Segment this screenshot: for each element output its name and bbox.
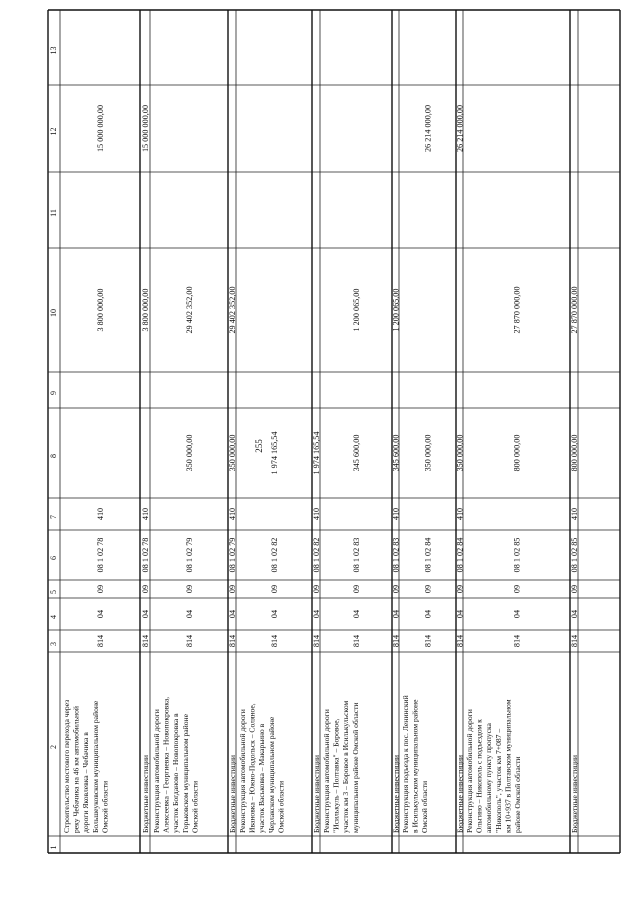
item-description-line: реку Чебачика на 46 км автомобильной: [71, 706, 81, 833]
cell-c5: 09: [141, 584, 150, 594]
item-description-line: Реконструкция подъезда к пос. Ленинский: [401, 695, 410, 833]
cell-c6: 08 1 02 85: [570, 537, 579, 573]
column-number-12: 12: [49, 127, 58, 136]
cell-c5: 09: [570, 584, 579, 594]
item-description-line: участок км 3 – Боровое в Исилькульском: [341, 700, 351, 833]
cell-c7: 410: [455, 507, 465, 521]
cell-c3: 814: [423, 634, 433, 648]
cell-c5: 09: [228, 584, 237, 594]
cell-c5: 09: [352, 584, 361, 594]
item-category-label: Бюджетные инвестиции: [312, 755, 321, 833]
item-category-label: Бюджетные инвестиции: [228, 755, 237, 833]
cell-c12: 15 000 000,00: [141, 104, 150, 153]
column-number-13: 13: [49, 46, 58, 55]
cell-c3: 814: [141, 634, 150, 648]
cell-c10: 1 200 065,00: [391, 288, 401, 332]
item-description-line: Реконструкция автомобильной дороги: [152, 709, 161, 833]
cell-c4: 04: [312, 609, 321, 619]
cell-c10: 27 870 000,00: [570, 286, 579, 334]
page-number: 255: [254, 439, 264, 453]
item-category-label: Бюджетные инвестиции: [141, 755, 150, 833]
cell-c8: 350 000,00: [185, 434, 194, 472]
cell-c5: 09: [312, 584, 321, 594]
cell-c4: 04: [512, 609, 522, 619]
cell-c12: 26 214 000,00: [455, 104, 465, 153]
cell-c6: 08 1 02 83: [352, 537, 361, 573]
cell-c6: 08 1 02 82: [270, 537, 279, 573]
cell-c7: 410: [96, 507, 105, 521]
cell-c7: 410: [391, 507, 401, 521]
column-number-3: 3: [49, 642, 58, 646]
item-description-line: Реконструкция автомобильной дороги: [465, 709, 474, 833]
cell-c8: 350 000,00: [455, 434, 465, 472]
cell-c6: 08 1 02 84: [455, 537, 465, 573]
cell-c3: 814: [570, 634, 579, 648]
cell-c6: 08 1 02 84: [423, 537, 433, 573]
cell-c4: 04: [270, 609, 279, 619]
cell-c12: 26 214 000,00: [423, 104, 433, 153]
cell-c5: 09: [455, 584, 465, 594]
item-description-line: "Никополь", участок км 7+087 –: [493, 728, 503, 833]
cell-c4: 04: [352, 609, 361, 619]
cell-c10: 3 800 000,00: [96, 288, 105, 332]
item-category-label: Бюджетные инвестиции: [391, 755, 401, 833]
item-description-line: Омской области: [276, 780, 286, 833]
cell-c3: 814: [270, 634, 279, 648]
cell-c12: 15 000 000,00: [96, 104, 105, 153]
item-description-line: Строительство мостового перехода через: [62, 699, 71, 833]
column-number-8: 8: [49, 454, 58, 458]
item-description-line: км 10+937 в Полтавском муниципальном: [503, 699, 513, 833]
column-number-5: 5: [49, 590, 58, 594]
cell-c10: 3 800 000,00: [141, 288, 150, 332]
item-description-line: Большеуковском муниципальном районе: [90, 700, 100, 833]
cell-c5: 09: [270, 584, 279, 594]
item-description-line: дороги Яковлевка – Чебачика в: [81, 732, 91, 833]
column-number-6: 6: [49, 556, 58, 560]
item-description-line: автомобильному пункту пропуска: [484, 723, 494, 833]
column-number-7: 7: [49, 515, 58, 519]
item-description-line: Черлакском муниципальном районе: [266, 716, 276, 833]
cell-c4: 04: [141, 609, 150, 619]
cell-c6: 08 1 02 82: [312, 537, 321, 573]
cell-c3: 814: [512, 634, 522, 648]
item-description-line: Ивановка – Южно-Подольск – Соляное,: [247, 703, 257, 833]
cell-c4: 04: [96, 609, 105, 619]
cell-c8: 350 000,00: [423, 434, 433, 472]
cell-c10: 27 870 000,00: [512, 286, 522, 334]
item-description-line: "Исилькуль – Полтавка" – Боровое,: [331, 718, 341, 833]
cell-c6: 08 1 02 79: [228, 537, 237, 573]
cell-c10: 29 402 352,00: [228, 286, 237, 334]
item-category-label: Бюджетные инвестиции: [455, 755, 465, 833]
cell-c5: 09: [423, 584, 433, 594]
cell-c6: 08 1 02 83: [391, 537, 401, 573]
cell-c5: 09: [185, 584, 194, 594]
cell-c5: 09: [96, 584, 105, 594]
cell-c7: 410: [228, 507, 237, 521]
cell-c6: 08 1 02 79: [185, 537, 194, 573]
cell-c4: 04: [455, 609, 465, 619]
cell-c7: 410: [312, 507, 321, 521]
item-description-line: участок Богданово – Новопокровка в: [171, 713, 181, 833]
item-description-line: Ольгино – Никополь с подъездом к: [474, 719, 484, 833]
item-description-line: районе Омской области: [513, 756, 522, 833]
item-description-line: участок Васьковка – Макарьино в: [257, 723, 267, 833]
cell-c10: 1 200 065,00: [352, 288, 361, 332]
column-number-9: 9: [49, 391, 58, 395]
cell-c10: 29 402 352,00: [185, 286, 194, 334]
cell-c7: 410: [570, 507, 579, 521]
cell-c6: 08 1 02 85: [512, 537, 522, 573]
cell-c8: 345 600,00: [352, 434, 361, 472]
cell-c8: 800 000,00: [570, 434, 579, 472]
item-category-label: Бюджетные инвестиции: [570, 755, 579, 833]
column-number-11: 11: [49, 209, 58, 217]
cell-c8: 1 974 165,54: [312, 431, 321, 475]
item-description-line: муниципальном районе Омской области: [350, 702, 360, 833]
cell-c5: 09: [512, 584, 522, 594]
cell-c4: 04: [228, 609, 237, 619]
column-number-4: 4: [49, 615, 58, 619]
item-description-line: в Исилькульском муниципальном районе: [410, 699, 420, 833]
cell-c8: 345 600,00: [391, 434, 401, 472]
cell-c7: 410: [141, 507, 150, 521]
cell-c6: 08 1 02 78: [96, 537, 105, 573]
item-description-line: Реконструкция автомобильной дороги: [322, 709, 331, 833]
cell-c4: 04: [391, 609, 401, 619]
cell-c3: 814: [96, 634, 105, 648]
column-number-10: 10: [49, 309, 58, 317]
item-description-line: Омской области: [100, 780, 110, 833]
cell-c8: 1 974 165,54: [270, 431, 279, 475]
item-description-line: Алексеевка – Георгиевка – Новопокровка,: [161, 696, 171, 833]
cell-c8: 350 000,00: [228, 434, 237, 472]
item-description-line: Горьковском муниципальном районе: [180, 714, 190, 833]
cell-c6: 08 1 02 78: [141, 537, 150, 573]
cell-c3: 814: [391, 634, 401, 648]
cell-c5: 09: [391, 584, 401, 594]
cell-c3: 814: [228, 634, 237, 648]
cell-c8: 800 000,00: [512, 434, 522, 472]
cell-c3: 814: [312, 634, 321, 648]
cell-c3: 814: [352, 634, 361, 648]
column-number-2: 2: [49, 745, 58, 749]
cell-c4: 04: [423, 609, 433, 619]
cell-c4: 04: [185, 609, 194, 619]
item-description-line: Омской области: [420, 780, 430, 833]
cell-c3: 814: [185, 634, 194, 648]
item-description-line: Реконструкция автомобильной дороги: [238, 709, 247, 833]
column-number-1: 1: [49, 845, 58, 850]
cell-c4: 04: [570, 609, 579, 619]
item-description-line: Омской области: [190, 780, 200, 833]
cell-c3: 814: [455, 634, 465, 648]
